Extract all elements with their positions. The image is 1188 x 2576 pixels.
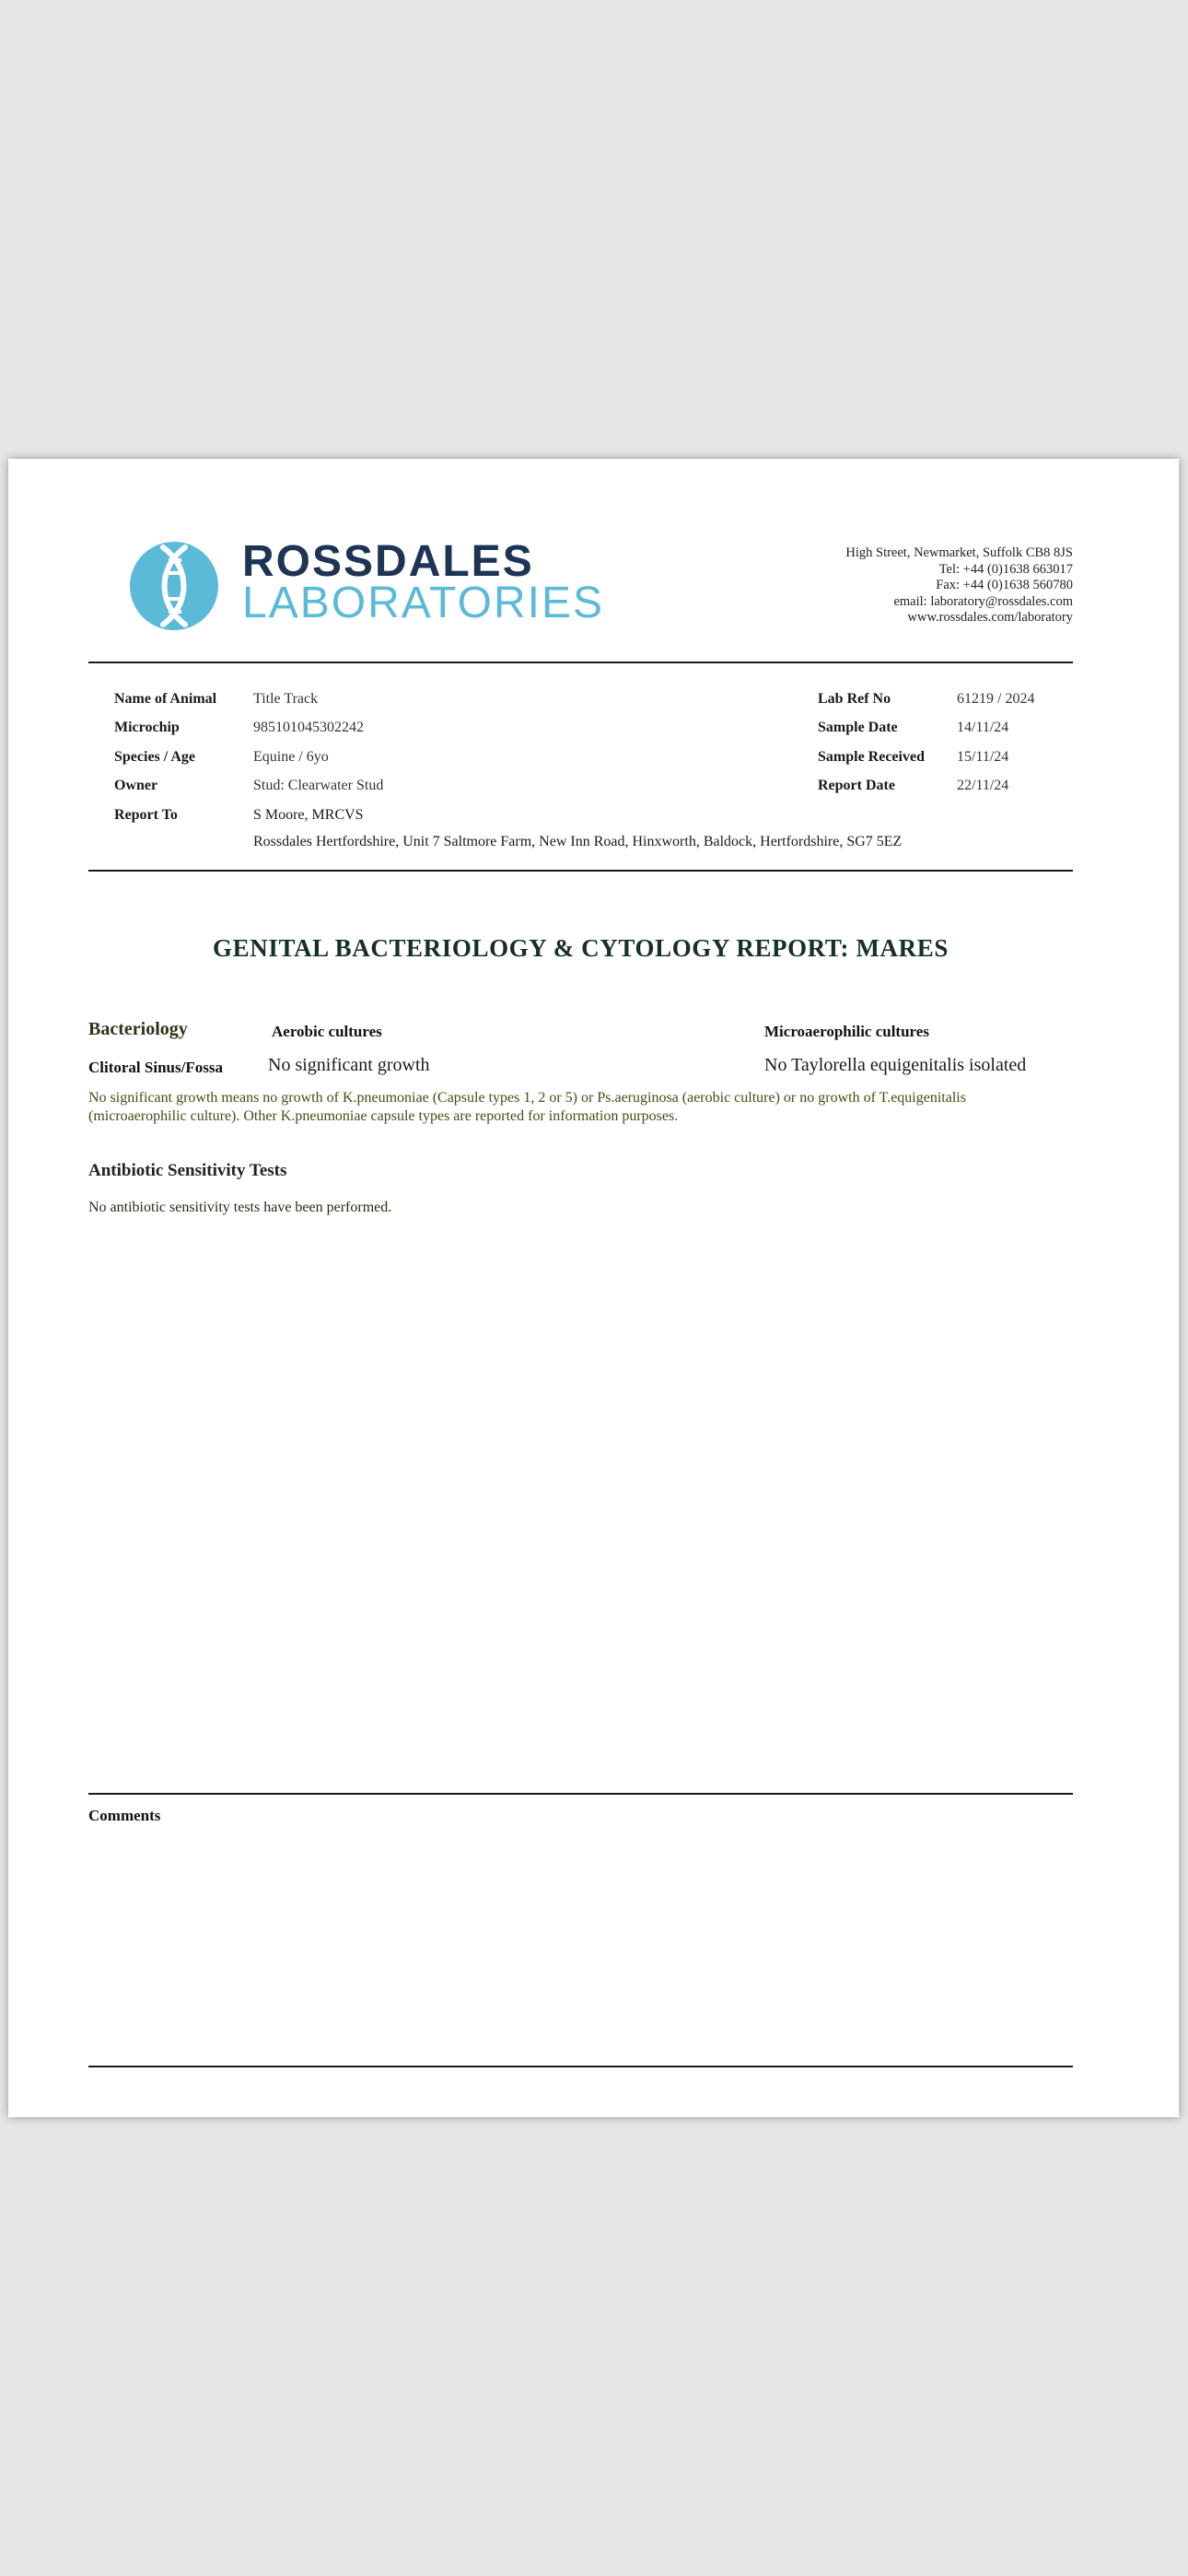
report-title: GENITAL BACTERIOLOGY & CYTOLOGY REPORT: MARES bbox=[213, 934, 949, 962]
bacteriology-note-line-1: No significant growth means no growth of K.pneumoniae (Capsule types 1, 2 or 5) or Ps.aeruginosa (aerobic culture) or no growth of T.equigenitalis bbox=[88, 1090, 966, 1106]
address-street: High Street, Newmarket, Suffolk CB8 8JS bbox=[845, 545, 1073, 560]
report-date-value: 22/11/24 bbox=[957, 778, 1009, 793]
name-of-animal-label: Name of Animal bbox=[114, 691, 217, 707]
comments-bottom-divider bbox=[88, 2066, 1073, 2067]
name-of-animal-value: Title Track bbox=[253, 691, 319, 707]
owner-label: Owner bbox=[114, 778, 158, 793]
report-to-value: S Moore, MRCVS bbox=[253, 807, 364, 823]
microaerophilic-cultures-heading: Microaerophilic cultures bbox=[764, 1023, 929, 1040]
sample-received-label: Sample Received bbox=[818, 749, 925, 765]
antibiotic-heading: Antibiotic Sensitivity Tests bbox=[88, 1161, 287, 1180]
aerobic-cultures-heading: Aerobic cultures bbox=[272, 1023, 382, 1040]
microchip-value: 985101045302242 bbox=[253, 720, 364, 735]
report-page bbox=[8, 459, 1179, 2117]
lab-ref-label: Lab Ref No bbox=[818, 691, 891, 707]
address-tel: Tel: +44 (0)1638 663017 bbox=[938, 561, 1073, 577]
microchip-label: Microchip bbox=[114, 720, 180, 735]
logo-wordmark-bottom: LABORATORIES bbox=[242, 579, 604, 627]
lab-address-block bbox=[845, 545, 1073, 626]
bacteriology-heading: Bacteriology bbox=[88, 1019, 188, 1039]
address-website: www.rossdales.com/laboratory bbox=[907, 610, 1073, 625]
lab-ref-value: 61219 / 2024 bbox=[957, 691, 1035, 707]
report-date-label: Report Date bbox=[818, 778, 895, 793]
address-fax: Fax: +44 (0)1638 560780 bbox=[936, 578, 1073, 592]
address-email: email: laboratory@rossdales.com bbox=[893, 593, 1073, 609]
report-to-label: Report To bbox=[114, 807, 178, 823]
logo-wordmark-top: ROSSDALES bbox=[242, 537, 534, 586]
sample-received-value: 15/11/24 bbox=[957, 749, 1009, 765]
antibiotic-text: No antibiotic sensitivity tests have been performed. bbox=[88, 1200, 392, 1215]
sample-site-label: Clitoral Sinus/Fossa bbox=[88, 1059, 223, 1076]
species-age-value: Equine / 6yo bbox=[253, 749, 329, 765]
species-age-label: Species / Age bbox=[114, 749, 195, 765]
aerobic-result: No significant growth bbox=[268, 1055, 430, 1075]
comments-heading: Comments bbox=[88, 1807, 161, 1824]
details-divider bbox=[88, 870, 1073, 872]
bacteriology-note-line-2: (microaerophilic culture). Other K.pneumoniae capsule types are reported for information purposes. bbox=[88, 1108, 679, 1124]
microaerophilic-result: No Taylorella equigenitalis isolated bbox=[764, 1055, 1027, 1075]
owner-value: Stud: Clearwater Stud bbox=[253, 778, 384, 793]
bacteriology-note bbox=[88, 1089, 1076, 1126]
comments-top-divider bbox=[88, 1793, 1073, 1795]
dna-logo-icon bbox=[128, 540, 220, 632]
report-to-address: Rossdales Hertfordshire, Unit 7 Saltmore Farm, New Inn Road, Hinxworth, Baldock, Hertfordshire, SG7 5EZ bbox=[253, 834, 903, 849]
header-divider bbox=[88, 662, 1073, 663]
sample-date-label: Sample Date bbox=[818, 720, 898, 735]
sample-date-value: 14/11/24 bbox=[957, 720, 1009, 735]
